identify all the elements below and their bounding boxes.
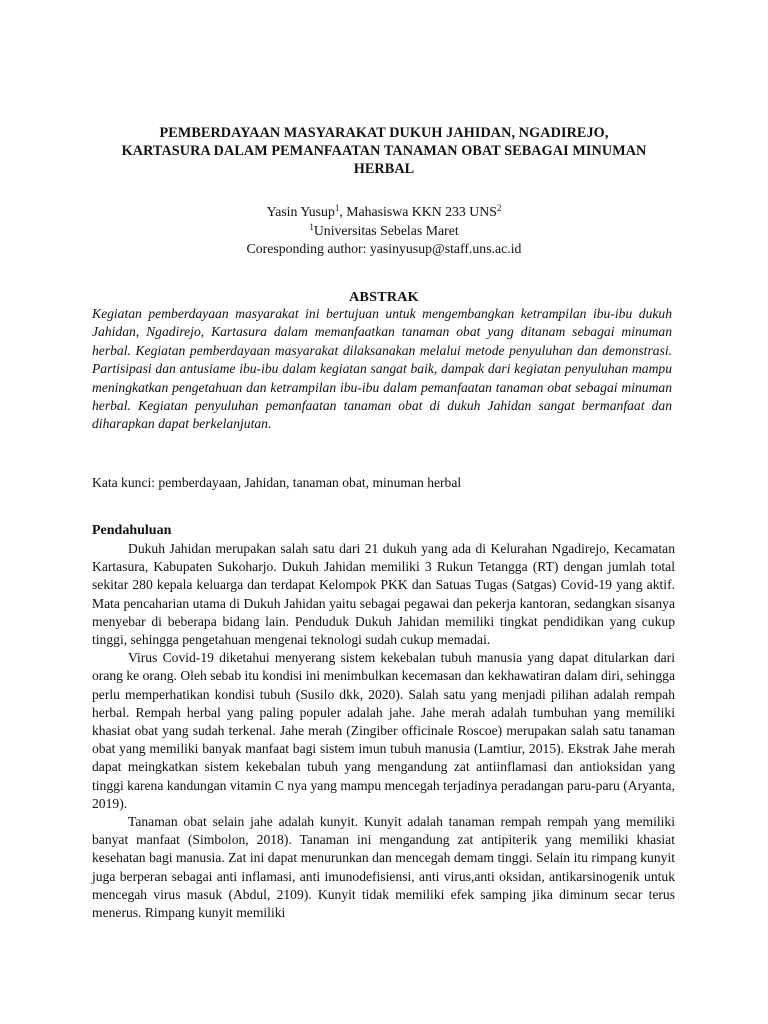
title-line-1: PEMBERDAYAAN MASYARAKAT DUKUH JAHIDAN, NGADIREJO, — [159, 125, 609, 141]
paper-title — [92, 124, 676, 178]
abstract-text: Kegiatan pemberdayaan masyarakat ini bertujuan untuk mengembangkan ketrampilan ibu-ibu dukuh Jahidan, Ngadirejo, Kartasura dalam memanfaatkan tanaman obat yang ditanam sebagai minuman herbal. Kegiatan pemberdayaan masyarakat dilaksanakan melalui metode penyuluhan dan demonstrasi. Partisipasi dan antusiame ibu-ibu dalam kegiatan sangat baik, dampak dari kegiatan penyuluhan mampu meningkatkan pengetahuan dan ketrampilan ibu-ibu dalam pemanfaatan tanaman obat sebagai minuman herbal. Kegiatan penyuluhan pemanfaatan tanaman obat di dukuh Jahidan sangat bermanfaat dan diharapkan dapat berkelanjutan. — [92, 306, 672, 432]
paragraph: Tanaman obat selain jahe adalah kunyit. Kunyit adalah tanaman rempah rempah yang memiliki banyat manfaat (Simbolon, 2018). Tanaman ini mengandung zat antipiterik yang memiliki khasiat kesehatan bagi manusia. Zat ini dapat menurunkan dan mencegah demam tinggi. Selain itu rimpang kunyit juga berperan sebagai anti inflamasi, anti imunodefisiensi, anti virus,anti oksidan, antikarsinogenik untuk mencegah virus masuk (Abdul, 2109). Kunyit tidak memiliki efek samping jika diminum secar terus menerus. Rimpang kunyit memiliki — [92, 814, 675, 921]
title-line-3: HERBAL — [353, 161, 415, 177]
abstract-heading: ABSTRAK — [349, 290, 419, 305]
author-line — [92, 203, 676, 222]
author-superscript-1: 1 — [334, 203, 340, 213]
author-group: , Mahasiswa KKN 233 UNS — [339, 204, 497, 219]
corresponding-author: Coresponding author: yasinyusup@staff.uns.ac.id — [246, 241, 522, 256]
affiliation-superscript: 1 — [309, 221, 314, 232]
affiliation-line — [92, 222, 676, 241]
affiliation: Universitas Sebelas Maret — [313, 222, 459, 238]
author-block — [92, 203, 676, 259]
section-heading: Pendahuluan — [92, 523, 172, 538]
paragraph: Virus Covid-19 diketahui menyerang sistem kekebalan tubuh manusia yang dapat ditularkan dari orang ke orang. Oleh sebab itu kondisi ini menimbulkan kecemasan dan kekhawatiran dalam diri, sehingga perlu memperhatikan kondisi tubuh (Susilo dkk, 2020). Salah satu yang menjadi pilihan adalah rempah herbal. Rempah herbal yang paling populer adalah jahe. Jahe merah adalah tumbuhan yang memiliki khasiat obat yang sudah terkenal. Jahe merah (Zingiber officinale Roscoe) merupakan salah satu tanaman obat yang memiliki banyak manfaat bagi sistem imun tubuh manusia (Lamtiur, 2015). Ekstrak Jahe merah dapat meingkatkan sistem kekebalan tubuh yang mengandung zat antiinflamasi dan antioksidan yang tinggi karena kandungan vitamin C nya yang mampu mencegah terjadinya peradangan paru-paru (Aryanta, 2019). — [92, 650, 675, 811]
title-line-2: KARTASURA DALAM PEMANFAATAN TANAMAN OBAT SEBAGAI MINUMAN — [121, 143, 647, 159]
keywords: Kata kunci: pemberdayaan, Jahidan, tanaman obat, minuman herbal — [92, 475, 462, 490]
author-name: Yasin Yusup — [266, 204, 335, 219]
author-superscript-2: 2 — [496, 203, 502, 213]
paragraph: Dukuh Jahidan merupakan salah satu dari 21 dukuh yang ada di Kelurahan Ngadirejo, Kecamatan Kartasura, Kabupaten Sukoharjo. Dukuh Jahidan memiliki 3 Rukun Tetangga (RT) dengan jumlah total sekitar 280 kepala keluarga dan terdapat Kelompok PKK dan Satuas Tugas (Satgas) Covid-19 yang aktif. Mata pencaharian utama di Dukuh Jahidan yaitu sebagai pegawai dan pekerja kantoran, sedangkan sisanya menyebar di beberapa bidang lain. Penduduk Dukuh Jahidan memiliki tingkat pendidikan yang cukup tinggi, sehingga pengetahuan mengenai teknologi sudah cukup memadai. — [92, 541, 675, 648]
section-body — [92, 540, 675, 922]
